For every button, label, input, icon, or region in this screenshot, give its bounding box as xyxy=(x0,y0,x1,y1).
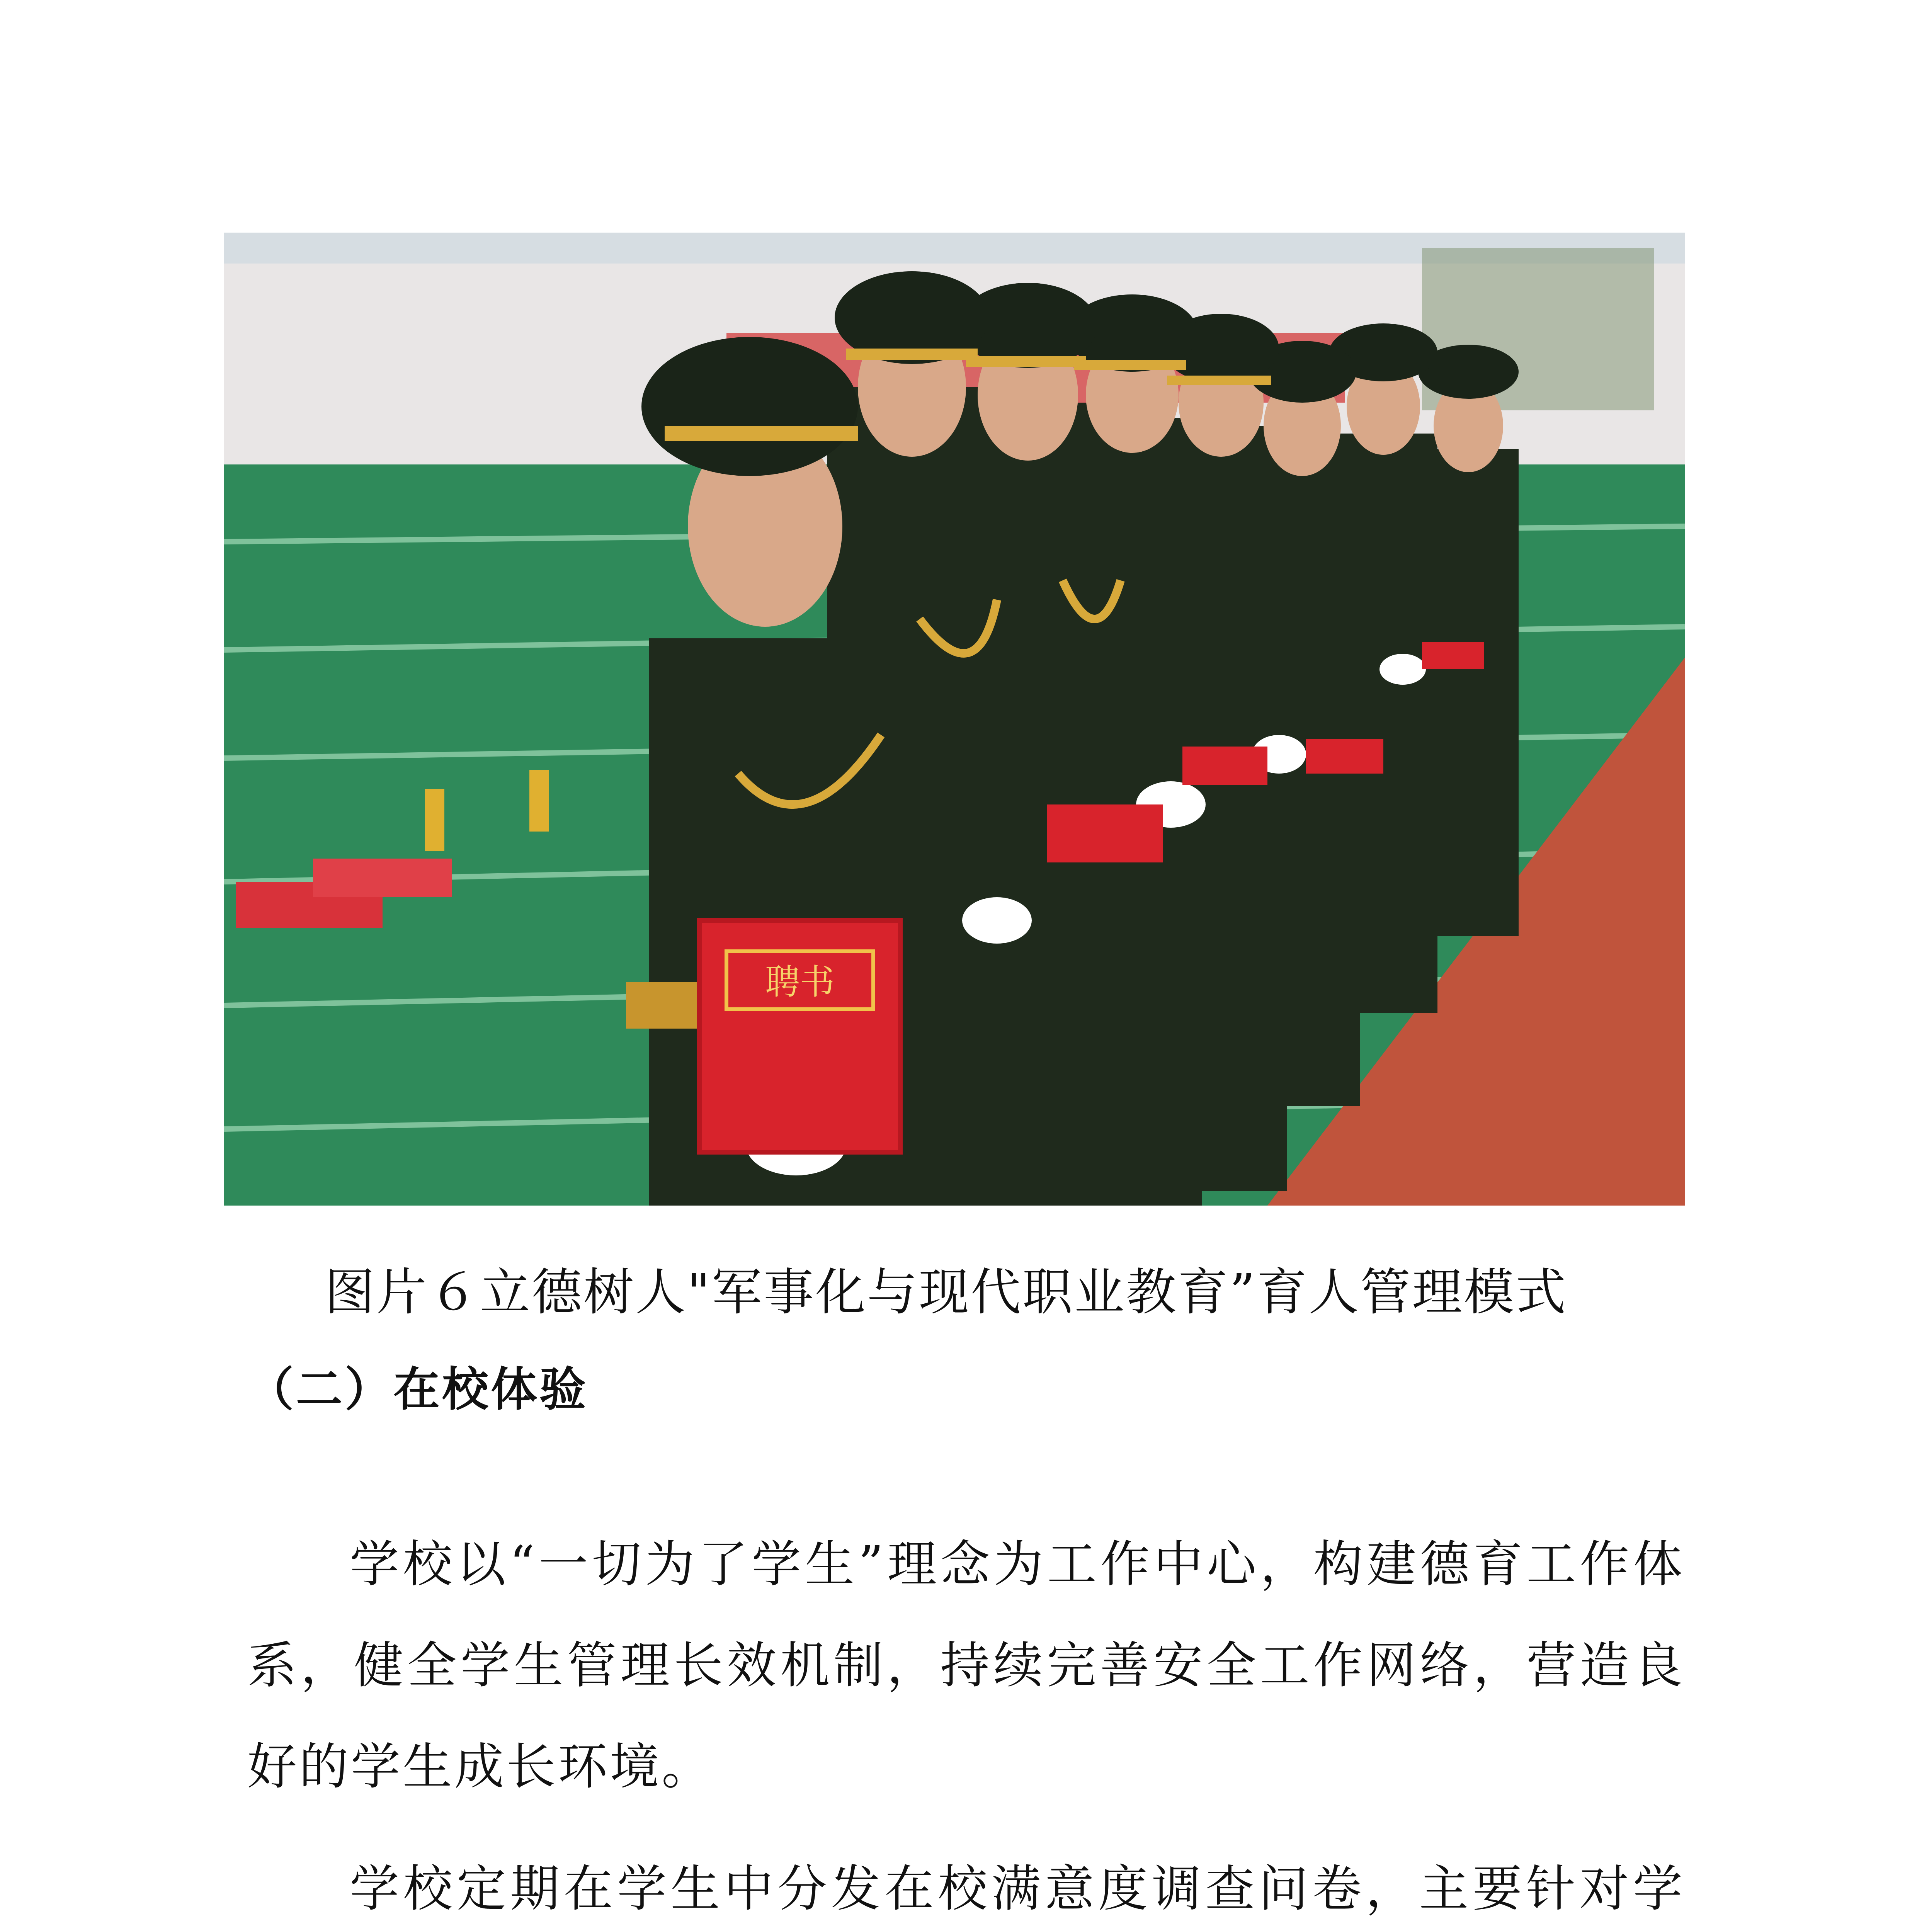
figure-caption: 图片６立德树人"军事化与现代职业教育”育人管理模式 xyxy=(325,1263,1568,1321)
certificate-label: 聘书 xyxy=(765,962,835,1002)
section-heading: （二）在校体验 xyxy=(247,1362,588,1417)
ceremony-photo xyxy=(224,233,1685,1206)
paragraph-2: 学校定期在学生中分发在校满意度调查问卷，主要针对学 xyxy=(350,1860,1685,1918)
paragraph-1: 学校以“一切为了学生”理念为工作中心，构建德育工作体系，健全学生管理长效机制，持续完善安全工作网络，营造良好的学生成长环境。 xyxy=(247,1536,1685,1796)
